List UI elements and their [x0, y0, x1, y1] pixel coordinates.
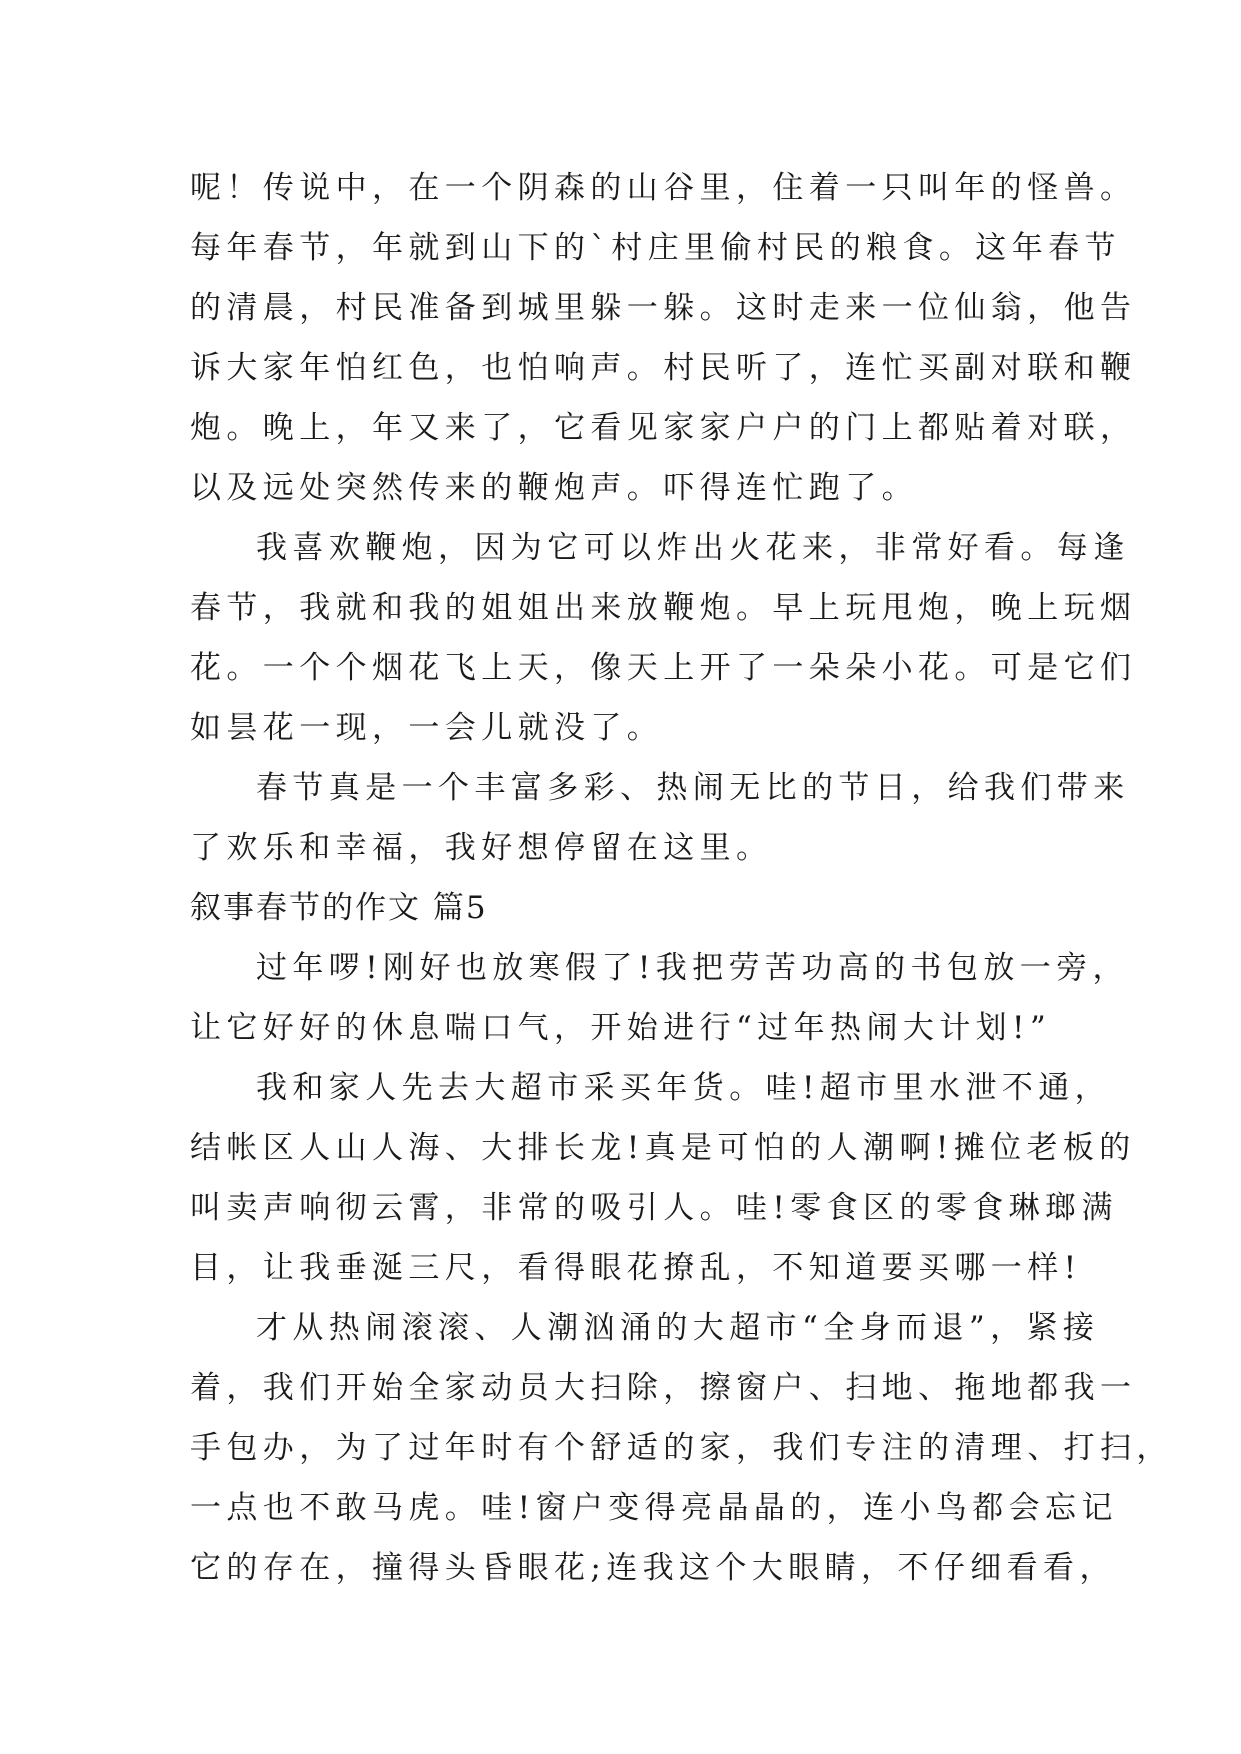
text-line: 的清晨，村民准备到城里躲一躲。这时走来一位仙翁，他告: [190, 290, 1137, 326]
paragraph-first-line: 过年啰!刚好也放寒假了!我把劳苦功高的书包放一旁，: [256, 950, 1129, 986]
text-line: 叫卖声响彻云霄，非常的吸引人。哇!零食区的零食琳瑯满: [190, 1190, 1118, 1226]
text-line: 了欢乐和幸福，我好想停留在这里。: [190, 830, 773, 866]
text-line: 手包办，为了过年时有个舒适的家，我们专注的清理、打扫，: [190, 1430, 1173, 1466]
paragraph-first-line: 才从热闹滚滚、人潮汹涌的大超市“全身而退”，紧接: [256, 1310, 1100, 1346]
text-line: 呢！传说中，在一个阴森的山谷里，住着一只叫年的怪兽。: [190, 170, 1137, 206]
text-line: 让它好好的休息喘口气，开始进行“过年热闹大计划!”: [190, 1010, 1052, 1046]
text-line: 炮。晚上，年又来了，它看见家家户户的门上都贴着对联，: [190, 410, 1137, 446]
text-line: 春节，我就和我的姐姐出来放鞭炮。早上玩甩炮，晚上玩烟: [190, 590, 1137, 626]
text-line: 目，让我垂涎三尺，看得眼花撩乱，不知道要买哪一样!: [190, 1250, 1082, 1286]
paragraph-first-line: 我和家人先去大超市采买年货。哇!超市里水泄不通，: [256, 1070, 1112, 1106]
text-line: 诉大家年怕红色，也怕响声。村民听了，连忙买副对联和鞭: [190, 350, 1137, 386]
text-line: 每年春节，年就到山下的`村庄里偷村民的粮食。这年春节: [190, 230, 1121, 266]
section-heading: 叙事春节的作文 篇5: [190, 890, 488, 926]
text-line: 结帐区人山人海、大排长龙!真是可怕的人潮啊!摊位老板的: [190, 1130, 1136, 1166]
text-line: 花。一个个烟花飞上天，像天上开了一朵朵小花。可是它们: [190, 650, 1137, 686]
document-body: [190, 158, 1173, 1598]
text-line: 着，我们开始全家动员大扫除，擦窗户、扫地、拖地都我一: [190, 1370, 1137, 1406]
paragraph-first-line: 春节真是一个丰富多彩、热闹无比的节日，给我们带来: [256, 770, 1130, 806]
text-line: 一点也不敢马虎。哇!窗户变得亮晶晶的，连小鸟都会忘记: [190, 1490, 1118, 1526]
paragraph-first-line: 我喜欢鞭炮，因为它可以炸出火花来，非常好看。每逢: [256, 530, 1130, 566]
text-line: 如昙花一现，一会儿就没了。: [190, 710, 664, 746]
text-line: 以及远处突然传来的鞭炮声。吓得连忙跑了。: [190, 470, 918, 506]
text-line: 它的存在，撞得头昏眼花;连我这个大眼睛，不仔细看看，: [190, 1550, 1116, 1586]
